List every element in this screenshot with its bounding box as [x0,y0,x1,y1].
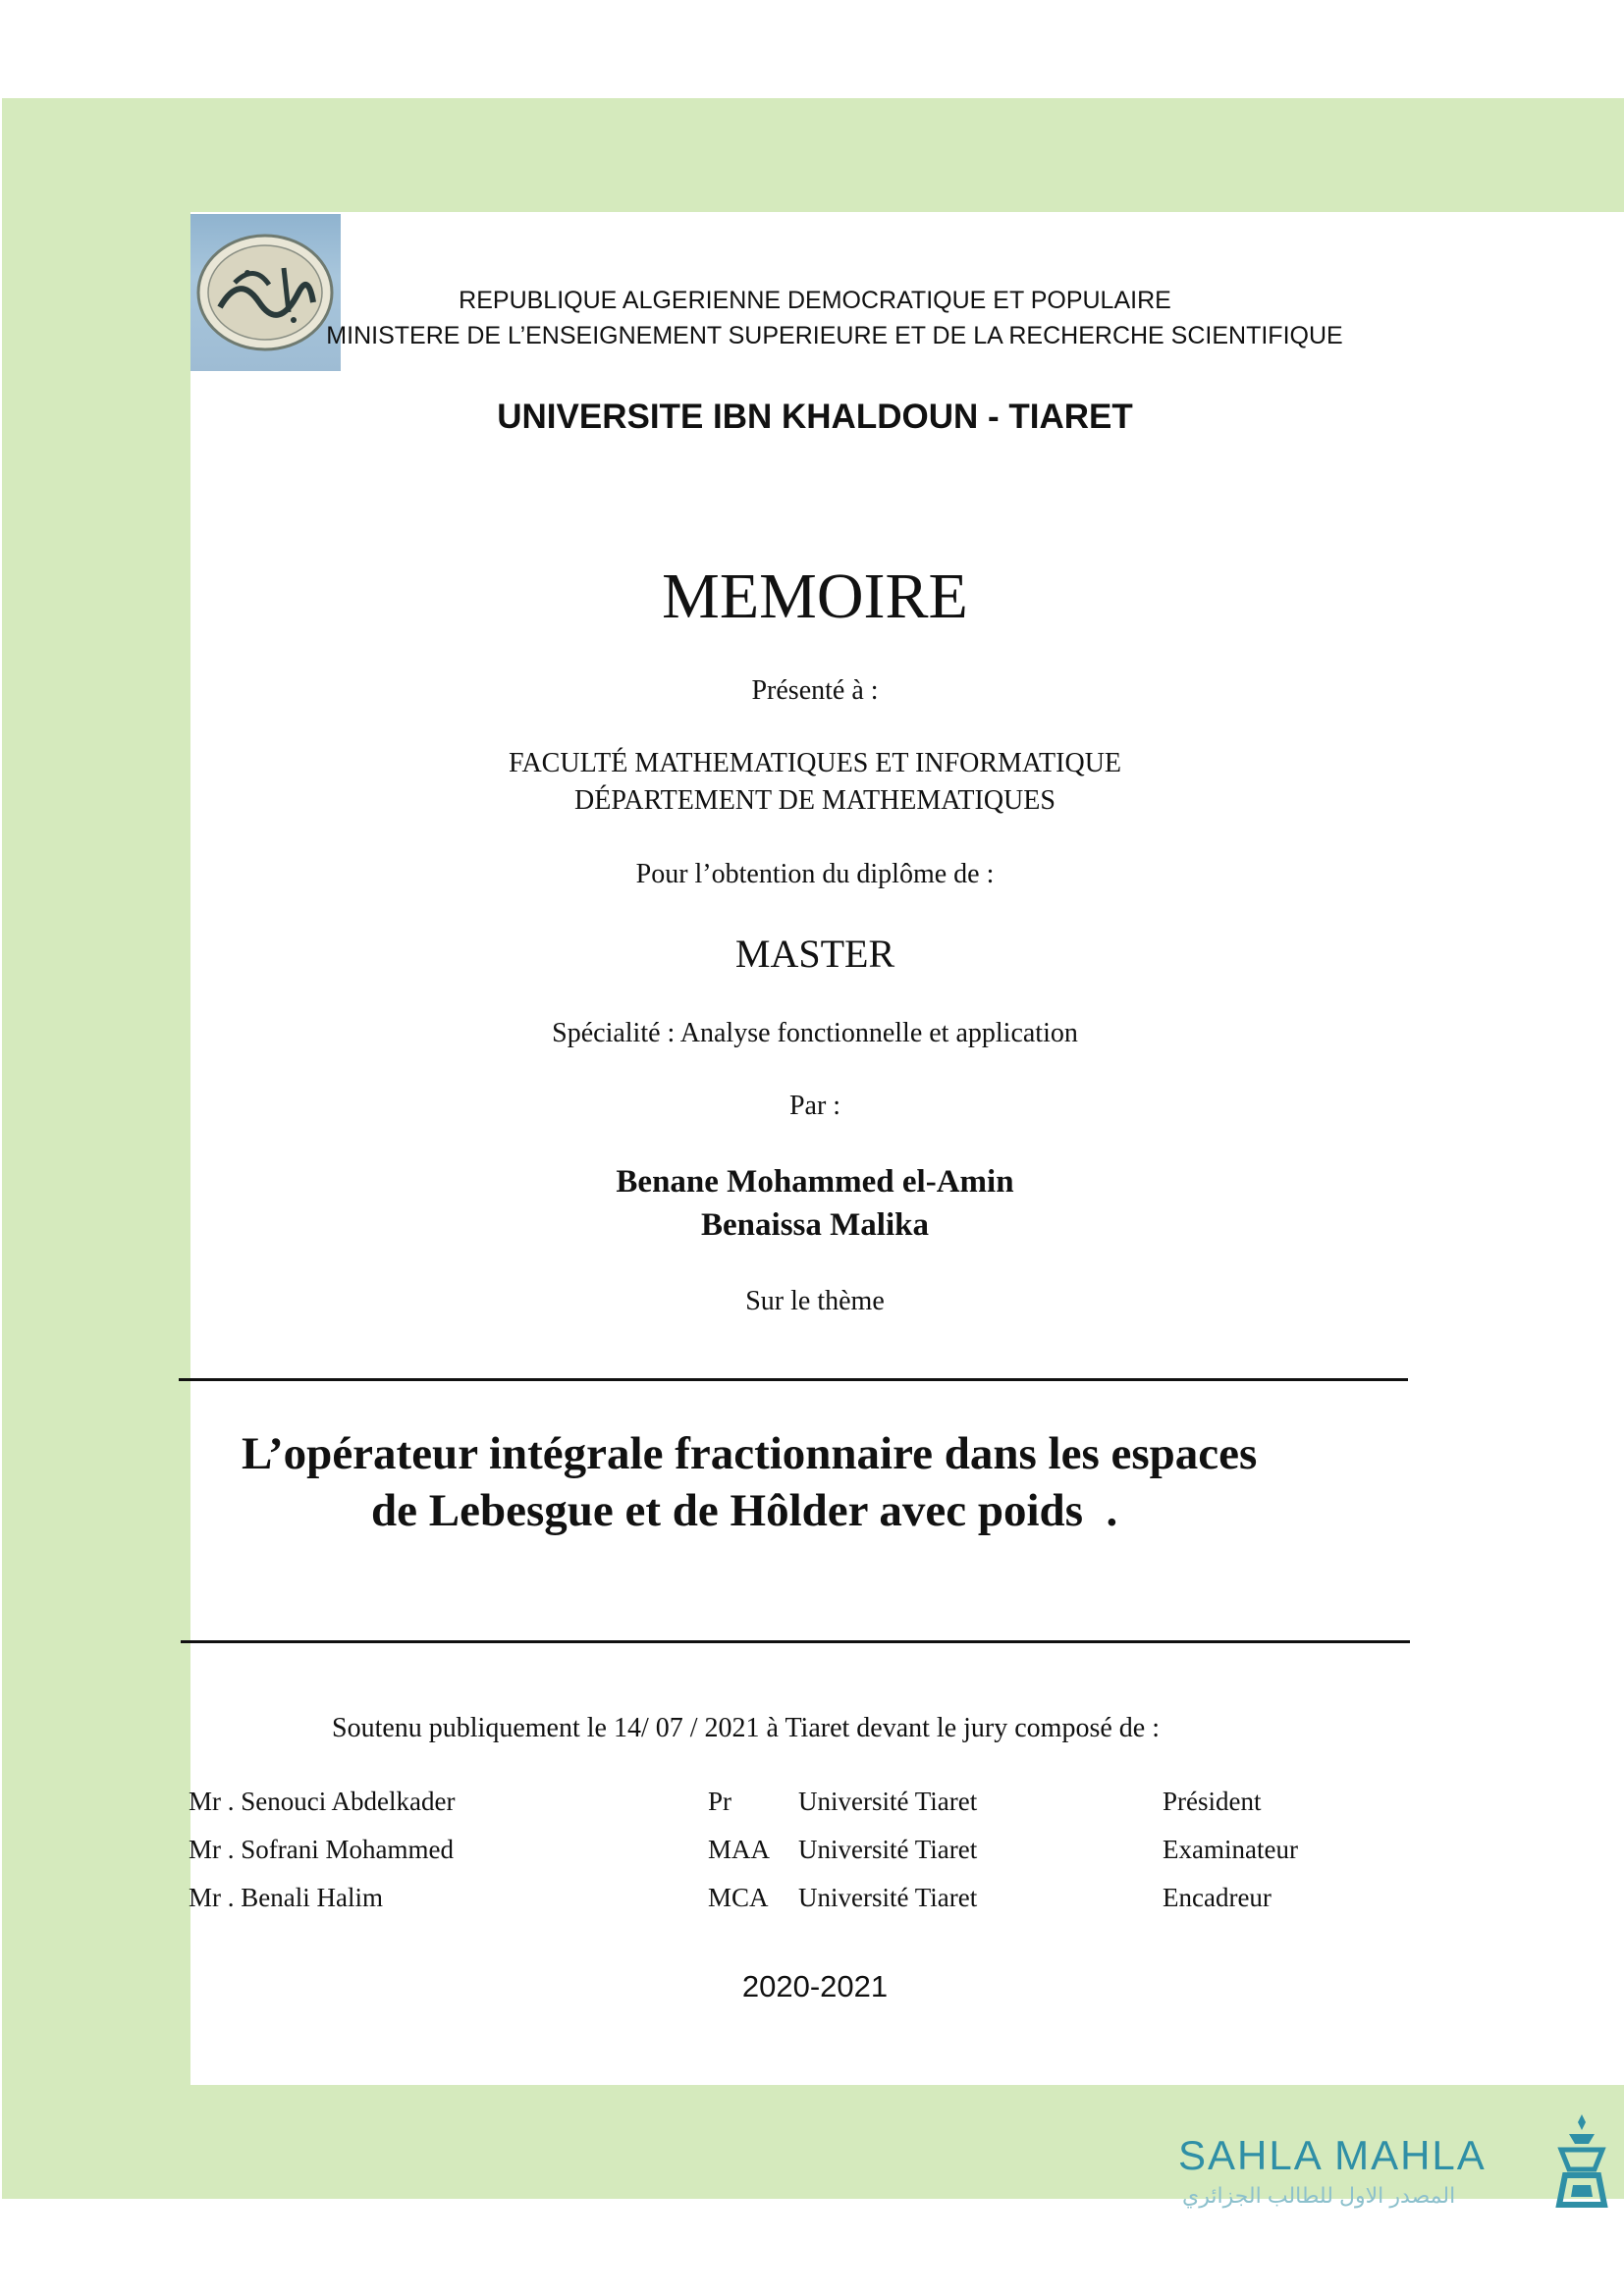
jury-member-name: Mr . Benali Halim [189,1883,383,1912]
jury-member-grade: Pr [708,1787,732,1816]
watermark-emblem-icon [1555,2110,1608,2216]
jury-member-institution: Université Tiaret [798,1787,978,1816]
title-rule-bottom [181,1640,1410,1643]
author-1: Benane Mohammed el-Amin [616,1164,1014,1200]
university-name: UNIVERSITE IBN KHALDOUN - TIARET [497,398,1133,436]
page-frame-edge [0,98,2,2199]
title-rule-top [179,1378,1408,1381]
presented-to-label: Présenté à : [751,675,879,706]
watermark-tagline: المصدر الاول للطالب الجزائري [1182,2183,1456,2208]
jury-row [189,1835,1367,1874]
page-frame-top [0,98,1624,212]
defense-statement: Soutenu publiquement le 14/ 07 / 2021 à Tiaret devant le jury composé de : [332,1713,1160,1743]
diploma-name: MASTER [734,932,895,976]
jury-row [189,1883,1367,1922]
thesis-title-line-1: L’opérateur intégrale fractionnaire dans les espaces [242,1428,1258,1479]
jury-member-role: Encadreur [1163,1883,1272,1912]
jury-member-role: Examinateur [1163,1835,1298,1864]
jury-member-grade: MCA [708,1883,769,1912]
jury-member-name: Mr . Senouci Abdelkader [189,1787,456,1816]
theme-label: Sur le thème [745,1286,885,1316]
sahla-mahla-watermark [1178,2110,1610,2218]
jury-member-grade: MAA [708,1835,771,1864]
thesis-title-line-2: de Lebesgue et de Hôlder avec poids . [371,1485,1118,1536]
ministry-heading: MINISTERE DE L’ENSEIGNEMENT SUPERIEURE ET DE LA RECHERCHE SCIENTIFIQUE [326,322,1343,349]
jury-member-institution: Université Tiaret [798,1835,978,1864]
author-2: Benaissa Malika [701,1207,929,1243]
by-label: Par : [788,1091,841,1121]
academic-year: 2020-2021 [741,1969,889,2003]
watermark-brand: SAHLA MAHLA [1178,2132,1487,2178]
jury-member-institution: Université Tiaret [798,1883,978,1912]
diploma-intro: Pour l’obtention du diplôme de : [635,859,995,889]
republic-heading: REPUBLIQUE ALGERIENNE DEMOCRATIQUE ET POPULAIRE [459,287,1171,314]
faculty-name: FACULTÉ MATHEMATIQUES ET INFORMATIQUE [508,748,1122,778]
speciality: Spécialité : Analyse fonctionnelle et application [552,1018,1078,1048]
jury-row [189,1787,1367,1826]
department-name: DÉPARTEMENT DE MATHEMATIQUES [574,785,1056,816]
jury-member-role: Président [1163,1787,1262,1816]
document-type: MEMOIRE [662,561,968,632]
page-frame-left [0,98,190,2199]
jury-member-name: Mr . Sofrani Mohammed [189,1835,454,1864]
